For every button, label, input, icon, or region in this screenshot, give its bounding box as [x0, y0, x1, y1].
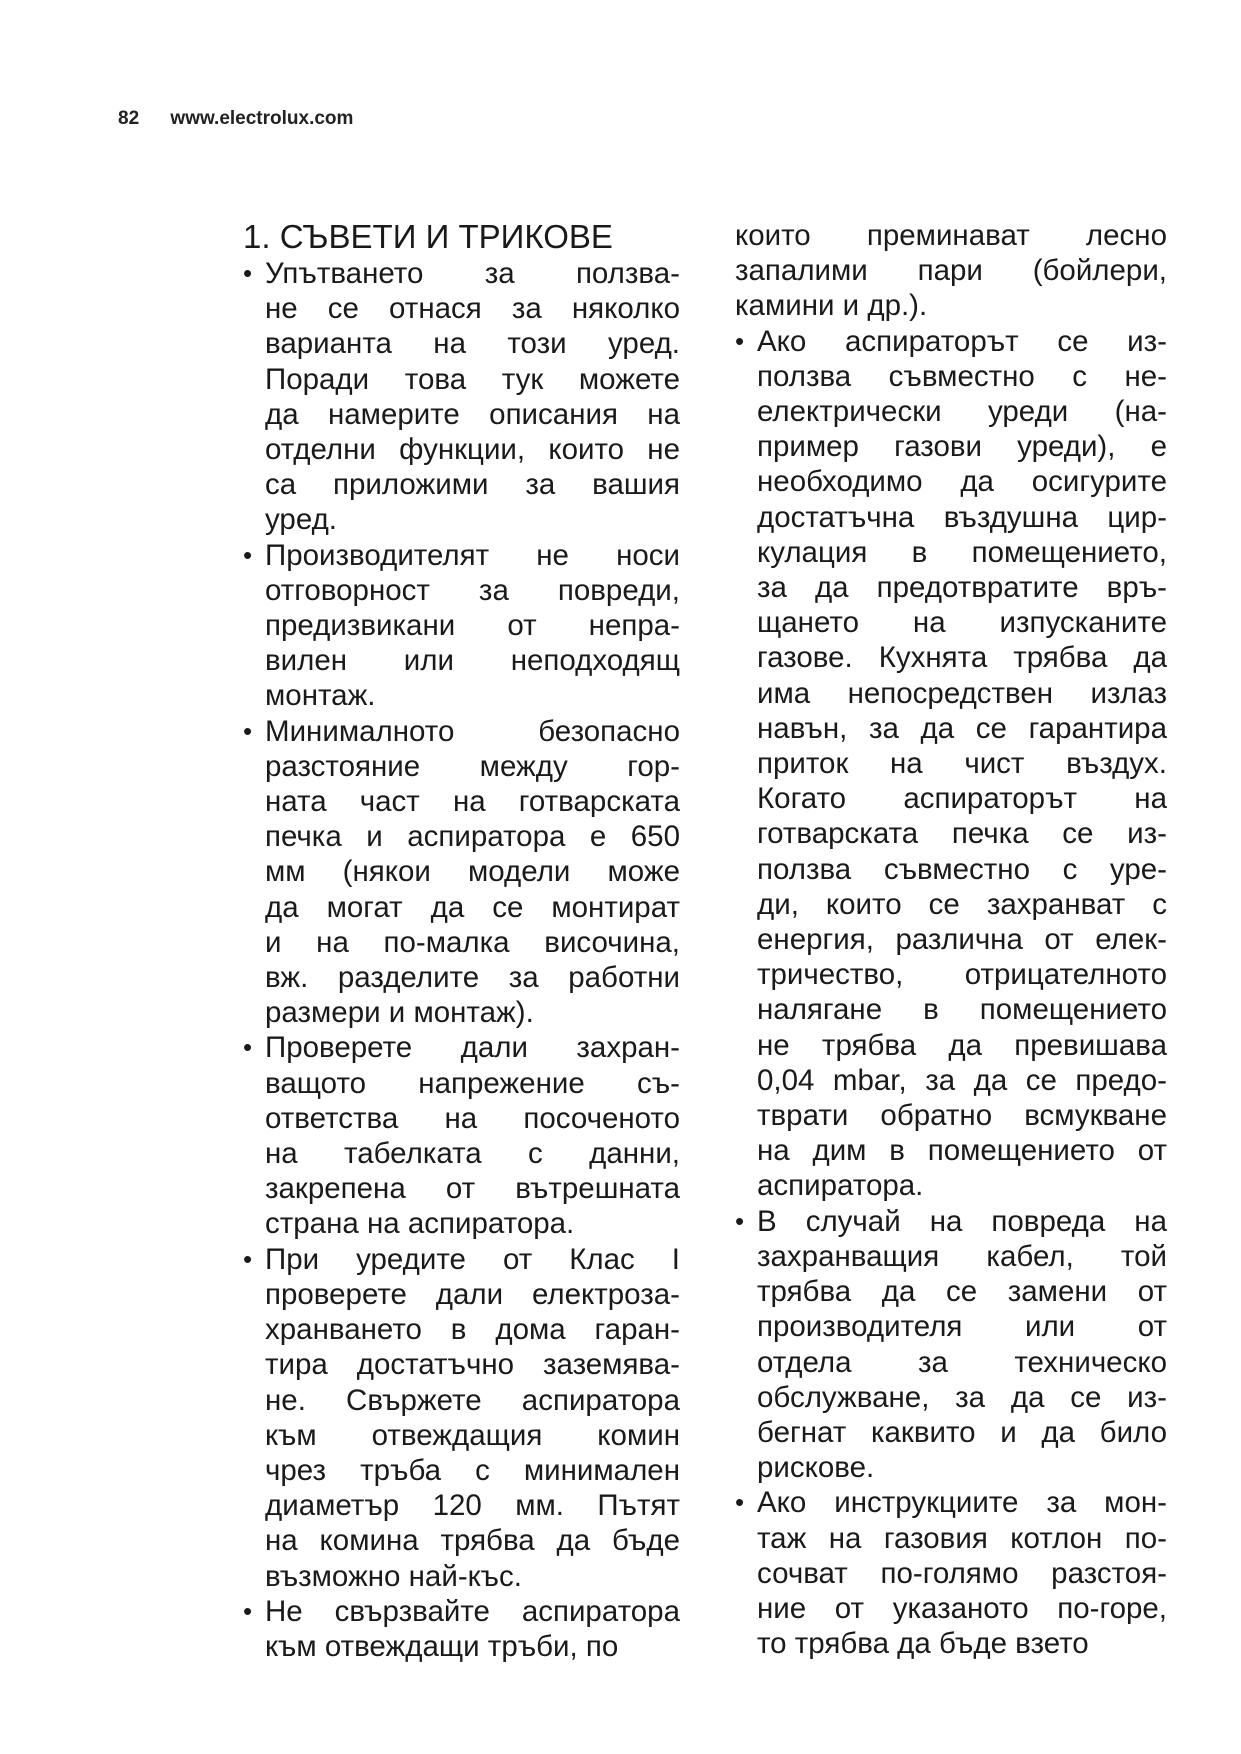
- text-line: хранването в дома гаран-: [265, 1313, 680, 1347]
- text-line: варианта на този уред.: [265, 327, 680, 361]
- text-line: сочват по-голямо разстоя-: [757, 1556, 1167, 1590]
- website-url: www.electrolux.com: [170, 108, 354, 129]
- text-line: на дим в помещението от: [757, 1134, 1167, 1168]
- text-line: газове. Кухнята трябва да: [757, 641, 1167, 675]
- text-line: готварската печка се из-: [757, 817, 1167, 851]
- text-line: • Ако аспираторът се из-: [757, 324, 1167, 358]
- text-line: не. Свържете аспиратора: [265, 1383, 680, 1417]
- text-line: на комина трябва да бъде: [265, 1524, 680, 1558]
- text-line: отдела за техническо: [757, 1345, 1167, 1379]
- text-line: вж. разделите за работни: [265, 961, 680, 995]
- text-line: за да предотвратите връ-: [757, 571, 1167, 605]
- continued-text: [735, 218, 1167, 324]
- text-line: рискове.: [757, 1451, 875, 1485]
- text-line: • В случай на повреда на: [757, 1204, 1167, 1238]
- text-line: обслужване, за да се из-: [757, 1380, 1167, 1414]
- text-line: към отвеждащия комин: [265, 1418, 680, 1452]
- bullet-item: [243, 538, 680, 714]
- left-column: [243, 218, 680, 1664]
- text-line: ние от указаното по-горе,: [757, 1591, 1167, 1625]
- text-line: печка и аспиратора е 650: [265, 820, 680, 854]
- text-line: тврати обратно всмукване: [757, 1099, 1167, 1133]
- text-line: ната част на готварската: [265, 785, 680, 819]
- text-line: Поради това тук можете: [265, 362, 680, 396]
- text-line: • Ако инструкциите за мон-: [757, 1486, 1167, 1520]
- text-line: уред.: [265, 503, 337, 537]
- text-line: • Минималното безопасно: [265, 714, 680, 748]
- text-line: навън, за да се гарантира: [757, 711, 1167, 745]
- text-line: аспиратора.: [757, 1169, 924, 1203]
- section-title: 1. СЪВЕТИ И ТРИКОВЕ: [243, 218, 613, 255]
- text-line: проверете дали електроза-: [265, 1277, 680, 1311]
- text-line: таж на газовия котлон по-: [757, 1521, 1167, 1555]
- bullet-item: [243, 256, 680, 538]
- text-line: пример газови уреди), е: [757, 430, 1167, 464]
- text-line: • Производителят не носи: [265, 538, 680, 572]
- text-line: не трябва да превишава: [757, 1028, 1167, 1062]
- text-line: има непосредствен излаз: [757, 676, 1167, 710]
- page-header: [118, 108, 353, 130]
- text-line: размери и монтаж).: [265, 996, 534, 1030]
- text-line: отговорност за повреди,: [265, 573, 680, 607]
- text-line: да намерите описания на: [265, 397, 680, 431]
- text-line: вилен или неподходящ: [265, 644, 680, 678]
- text-line: предизвикани от непра-: [265, 609, 680, 643]
- text-line: монтаж.: [265, 679, 376, 713]
- text-line: трябва да се замени от: [757, 1275, 1167, 1309]
- text-line: • Не свързвайте аспиратора: [265, 1594, 680, 1628]
- text-line: то трябва да бъде взето: [757, 1627, 1089, 1661]
- bullet-item: [735, 324, 1167, 1204]
- text-line: са приложими за вашия: [265, 468, 680, 502]
- text-line: закрепена от вътрешната: [265, 1172, 680, 1206]
- text-line: захранващия кабел, той: [757, 1239, 1167, 1273]
- text-line: тира достатъчно заземява-: [265, 1348, 680, 1382]
- text-line: отделни функции, които не: [265, 433, 680, 467]
- bullet-item: [243, 714, 680, 1031]
- text-line: не се отнася за няколко: [265, 292, 680, 326]
- text-line: диаметър 120 мм. Пътят: [265, 1489, 680, 1523]
- text-line: електрически уреди (на-: [757, 395, 1167, 429]
- text-line: 0,04 mbar, за да се предо-: [757, 1063, 1167, 1097]
- text-line: • Упътването за ползва-: [265, 257, 680, 290]
- left-bullet-list: [243, 256, 680, 1664]
- text-line: страна на аспиратора.: [265, 1207, 575, 1241]
- text-line: чрез тръба с минимален: [265, 1453, 680, 1487]
- text-line: разстояние между гор-: [265, 749, 680, 783]
- text-line: ващото напрежение съ-: [265, 1066, 680, 1100]
- text-line: ди, които се захранват с: [757, 887, 1167, 921]
- page-number: 82: [118, 108, 140, 129]
- text-line: които преминават лесно: [735, 219, 1167, 252]
- bullet-item: [243, 1242, 680, 1594]
- bullet-item: [735, 1485, 1167, 1661]
- text-line: мм (някои модели може: [265, 855, 680, 889]
- text-line: достатъчна въздушна цир-: [757, 500, 1167, 534]
- text-line: приток на чист въздух.: [757, 747, 1167, 781]
- text-line: ползва съвместно с не-: [757, 359, 1167, 393]
- text-line: възможно най-къс.: [265, 1559, 522, 1593]
- text-line: необходимо да осигурите: [757, 465, 1167, 499]
- right-bullet-list: [735, 218, 1167, 1661]
- text-line: към отвеждащи тръби, по: [265, 1629, 619, 1663]
- text-line: ползва съвместно с уре-: [757, 852, 1167, 886]
- text-line: щането на изпусканите: [757, 606, 1167, 640]
- text-line: • При уредите от Клас I: [265, 1242, 680, 1276]
- bullet-item: [735, 1204, 1167, 1486]
- text-line: да могат да се монтират: [265, 890, 680, 924]
- text-line: камини и др.).: [735, 289, 928, 323]
- text-line: бегнат каквито и да било: [757, 1415, 1167, 1449]
- text-line: Когато аспираторът на: [757, 782, 1167, 816]
- text-line: кулация в помещението,: [757, 535, 1167, 569]
- text-line: ответства на посоченото: [265, 1101, 680, 1135]
- right-column: [735, 218, 1167, 1661]
- text-line: налягане в помещението: [757, 993, 1167, 1027]
- text-line: енергия, различна от елек-: [757, 923, 1167, 957]
- text-line: и на по-малка височина,: [265, 925, 680, 959]
- text-line: производителя или от: [757, 1310, 1167, 1344]
- text-line: на табелката с данни,: [265, 1137, 680, 1171]
- bullet-item: [243, 1030, 680, 1241]
- bullet-item: [243, 1594, 680, 1664]
- text-line: запалими пари (бойлери,: [735, 254, 1167, 288]
- text-line: тричество, отрицателното: [757, 958, 1167, 992]
- text-line: • Проверете дали захран-: [265, 1031, 680, 1065]
